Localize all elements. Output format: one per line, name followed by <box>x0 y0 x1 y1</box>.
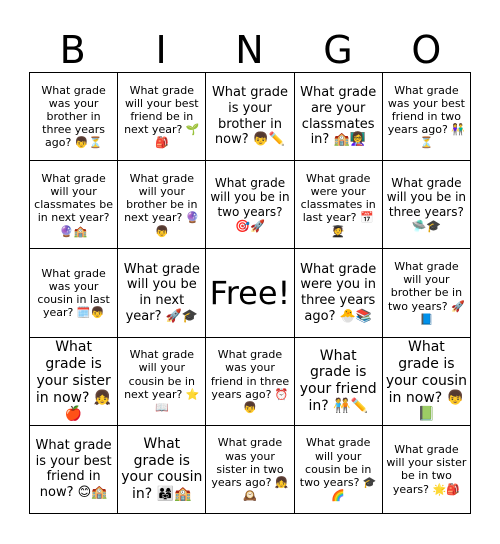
cell-text: What grade will your brother be in two years? 🚀📘 <box>387 260 465 326</box>
free-space-label: Free! <box>209 273 291 312</box>
bingo-cell[interactable] <box>295 249 383 337</box>
cell-text: What grade was your cousin in last year? 🗓️👦 <box>37 266 110 320</box>
bingo-cell[interactable] <box>30 161 118 249</box>
cell-text: What grade will you be in two years? 🎯🚀 <box>210 176 290 234</box>
bingo-cell[interactable] <box>383 338 471 426</box>
bingo-cell[interactable] <box>206 426 294 514</box>
cell-text: What grade is your cousin in now? 👦📗 <box>385 339 467 423</box>
bingo-cell[interactable] <box>383 73 471 161</box>
header-letter-b: B <box>59 28 87 72</box>
bingo-cell[interactable] <box>295 338 383 426</box>
header-letter-n: N <box>235 28 265 72</box>
cell-text: What grade is your cousin in? 👨‍👩‍👧🏫 <box>121 435 203 503</box>
cell-text: What grade will your best friend be in next year? 🌱🎒 <box>124 83 200 150</box>
cell-text: What grade will you be in next year? 🚀🎓 <box>123 261 200 324</box>
cell-text: What grade was your sister in two years ago? 👧🕰️ <box>211 436 289 503</box>
header-letter-i: I <box>155 28 168 72</box>
cell-text: What grade will your cousin be in two years? 🎓🌈 <box>299 436 377 503</box>
cell-text: What grade was your best friend in two years ago? 👫⏳ <box>387 83 466 150</box>
bingo-cell[interactable] <box>118 161 206 249</box>
cell-text: What grade is your brother in now? 👦✏️ <box>211 85 289 148</box>
bingo-cell[interactable] <box>383 161 471 249</box>
cell-text: What grade were you in three years ago? 🐣📚 <box>300 261 377 324</box>
cell-text: What grade is your best friend in now? 😊🏫 <box>35 438 112 500</box>
bingo-card-grid <box>29 72 471 514</box>
cell-text: What grade is your friend in? 🧑‍🤝‍🧑✏️ <box>299 347 377 414</box>
bingo-cell[interactable] <box>295 161 383 249</box>
bingo-cell[interactable] <box>383 426 471 514</box>
cell-text: What grade will your brother be in next year? 🔮👦 <box>124 171 200 238</box>
bingo-cell[interactable] <box>206 73 294 161</box>
bingo-cell[interactable] <box>118 249 206 337</box>
bingo-cell[interactable] <box>206 161 294 249</box>
cell-text: What grade was your friend in three years ago? ⏰👦 <box>210 348 290 414</box>
cell-text: What grade will you be in three years? 🛸🎓 <box>386 176 467 234</box>
cell-text: What grade will your sister be in two years? 🌟🎒 <box>386 443 467 496</box>
cell-text: What grade were your classmates in last year? 📅🧑‍🎓 <box>300 171 376 238</box>
bingo-header <box>29 28 471 72</box>
header-letter-o: O <box>411 28 443 72</box>
cell-text: What grade are your classmates in? 🏫👩‍🏫 <box>300 85 377 148</box>
bingo-cell[interactable] <box>295 426 383 514</box>
bingo-cell[interactable] <box>383 249 471 337</box>
cell-text: What grade will your classmates be in next year? 🔮🏫 <box>34 171 113 238</box>
bingo-cell[interactable] <box>206 338 294 426</box>
bingo-cell[interactable] <box>118 426 206 514</box>
bingo-cell[interactable] <box>295 73 383 161</box>
bingo-cell[interactable] <box>30 426 118 514</box>
cell-text: What grade is your sister in now? 👧🍎 <box>35 339 112 423</box>
bingo-cell[interactable] <box>118 73 206 161</box>
bingo-cell[interactable] <box>30 249 118 337</box>
header-letter-g: G <box>323 28 354 72</box>
free-space[interactable] <box>206 249 294 337</box>
cell-text: What grade will your cousin be in next year? ⭐📖 <box>124 348 200 414</box>
bingo-cell[interactable] <box>30 338 118 426</box>
bingo-cell[interactable] <box>30 73 118 161</box>
bingo-cell[interactable] <box>118 338 206 426</box>
cell-text: What grade was your brother in three years ago? 👦⏳ <box>41 83 106 150</box>
